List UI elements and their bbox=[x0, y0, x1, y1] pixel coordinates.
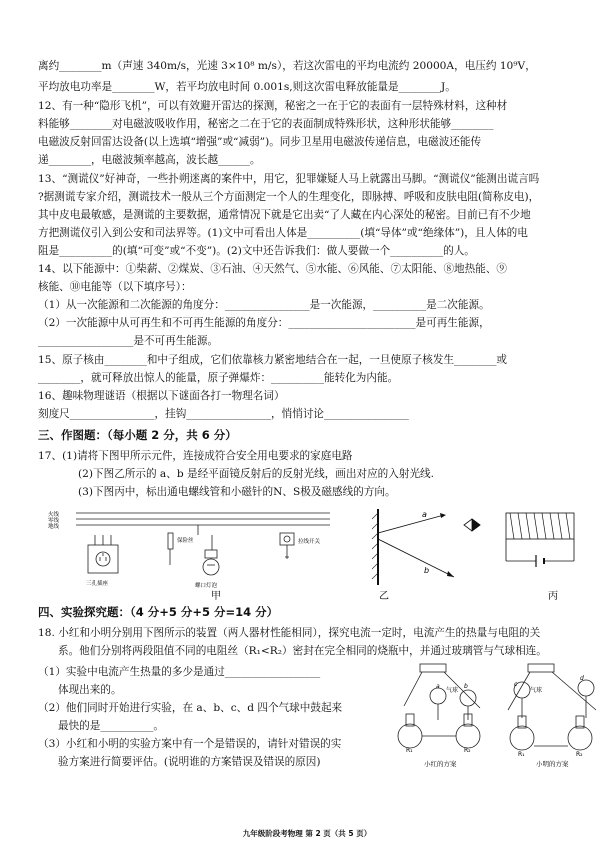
mirror-diagram bbox=[372, 509, 454, 585]
balloon-text-right: 气球 bbox=[530, 687, 543, 694]
text-line: 16、趣味物理谜语（根据以下谜面各打一物理名词） bbox=[38, 390, 285, 402]
question-18-sub3: （3）小红和小明的实验方案中有一个是错误的，请针对错误的实 bbox=[38, 738, 342, 750]
text-line: 平均放电功率是________W，若平均放电时间 0.001s,则这次雷电释放能量是________J。 bbox=[38, 81, 456, 93]
label-bing: 丙 bbox=[548, 591, 558, 602]
switch-label: 拉线开关 bbox=[298, 539, 321, 545]
text-line: ?据测谎专家介绍，测谎技术一般从三个方面测定一个人的生理变化，即脉搏、呼吸和皮肤电阻(简称皮电)， bbox=[38, 191, 540, 203]
question-18-sub1: （1）实验中电流产生热量的多少是通过__________________ bbox=[38, 666, 321, 678]
balloon-d-label: d bbox=[580, 675, 584, 682]
caption-xiaohong: 小红的方案 bbox=[424, 760, 457, 768]
resistor-r1-right: R₁ bbox=[518, 751, 525, 758]
question-17-3: (3)下图丙中，标出通电螺线管和小磁针的N、S极及磁感线的方向。 bbox=[78, 486, 396, 498]
text-line: 其中皮电最敏感，是测谎的主要数据，通常情况下就是它出卖“了人藏在内心深处的秘密。目前已有不少地 bbox=[38, 209, 531, 221]
circuit-diagram bbox=[76, 513, 330, 575]
balloon-a-label: a bbox=[436, 683, 440, 690]
resistor-r2-left: R₂ bbox=[464, 747, 471, 754]
text-line: ________，就可释放出惊人的能量，原子弹爆炸：__________能转化为内能。 bbox=[38, 372, 399, 384]
solenoid-diagram bbox=[464, 513, 574, 567]
balloon-b-label: b bbox=[464, 683, 468, 690]
ray-b-label: b bbox=[424, 566, 430, 575]
xiaohong-apparatus bbox=[398, 664, 480, 748]
text-line: （1）从一次能源和二次能源的角度分：________________是一次能源，__________是二次能源。 bbox=[38, 299, 490, 311]
text-line: 料能够________对电磁波吸收作用，秘密之二在于它的表面制成特殊形状，这种形状能够________ bbox=[38, 118, 494, 130]
question-18-line2: 系。他们分别将两段阻值不同的电阻丝（R₁<R₂）密封在完全相同的烧瓶中，并通过玻璃管与气球相连。 bbox=[58, 645, 547, 657]
caption-xiaoming: 小明的方案 bbox=[536, 760, 569, 768]
resistor-r1-left: R₁ bbox=[406, 747, 413, 754]
text-line: 15、原子核由________和中子组成，它们依靠核力紧密地结合在一起，一旦使原子核发生________或 bbox=[38, 354, 508, 366]
figure-17 bbox=[40, 505, 600, 603]
question-18-sub3-end: 验方案进行简要评估。(说明谁的方案错误及错误的原因) bbox=[58, 756, 321, 768]
text-line: 12、有一种“隐形飞机”，可以有效避开雷达的探测，秘密之一在于它的表面有一层特殊材料，这种材 bbox=[38, 100, 508, 112]
experiment-figure bbox=[390, 660, 602, 768]
fire-wire-label: 火线 bbox=[48, 512, 60, 518]
balloon-text-left: 气球 bbox=[446, 687, 459, 694]
label-jia: 甲 bbox=[211, 591, 221, 602]
text-line: 离约________m（声速 340m/s，光速 3×10⁸ m/s），若这次雷电的平均电流约 20000A，电压约 10⁹V， bbox=[38, 60, 536, 72]
ray-a-label: a bbox=[422, 510, 427, 519]
text-line: 核能、⑩电能等（以下填序号）： bbox=[38, 281, 192, 293]
label-yi: 乙 bbox=[379, 591, 389, 602]
ground-wire-label: 地线 bbox=[48, 524, 60, 530]
text-line: 13、“测谎仪”好神奇，一些扑朔迷离的案件中，用它，犯罪嫌疑人马上就露出马脚。“测谎仪”能测出谎言吗 bbox=[38, 173, 540, 185]
section-title-experiment: 四、实验探究题：（4 分+5 分+5 分=14 分） bbox=[38, 605, 279, 619]
text-line: 方把测谎仪引入到公安和司法界等。(1)文中可看出人体是__________(填“导体”或“绝缘体”)，且人体的电 bbox=[38, 227, 528, 239]
socket-label: 三孔插座 bbox=[86, 581, 109, 587]
resistor-r2-right: R₂ bbox=[576, 751, 583, 758]
neutral-wire-label: 零线 bbox=[48, 518, 60, 524]
text-line: 电磁波反射回雷达设备(以上选填“增强”或“减弱”)。同步卫星用电磁波传递信息，电磁波还能传 bbox=[38, 136, 482, 148]
text-line: 刻度尺________________，挂钩________________，悄悄讨论________________ bbox=[38, 408, 409, 420]
lamp-label: 螺口灯泡 bbox=[195, 583, 218, 589]
text-line: 递________，电磁波频率越高，波长越______。 bbox=[38, 154, 261, 166]
page-footer: 九年级阶段考物理 第 2 页（共 5 页） bbox=[242, 829, 372, 838]
question-18-line1: 18. 小红和小明分别用下图所示的装置（两人器材性能相同），探究电流一定时，电流产生的热量与电阻的关 bbox=[38, 627, 541, 639]
question-18-sub1-end: 体现出来的。 bbox=[58, 684, 122, 696]
question-18-sub2: （2）他们同时开始进行实验，在 a、b、c、d 四个气球中鼓起来 bbox=[38, 702, 343, 714]
text-line: 阻是__________的(填“可变”或“不变”)。(2)文中还告诉我们：做人要做一个__________的人。 bbox=[38, 245, 475, 257]
question-17: 17、(1)请将下图甲所示元件，连接成符合安全用电要求的家庭电路 bbox=[38, 450, 353, 462]
question-17-2: (2)下图乙所示的 a、b 是经平面镜反射后的反射光线，画出对应的入射光线. bbox=[78, 468, 435, 480]
question-18-sub2-end: 最快的是__________。 bbox=[58, 720, 164, 732]
text-line: 14、以下能源中：①柴薪、②煤炭、③石油、④天然气、⑤水能、⑥风能、⑦太阳能、⑧地热能、⑨ bbox=[38, 263, 508, 275]
fuse-label: 保险丝 bbox=[177, 538, 194, 544]
text-line: __________________是不可再生能源。 bbox=[38, 335, 219, 347]
section-title-drawing: 三、作图题：（每小题 2 分，共 6 分） bbox=[38, 428, 237, 442]
balloon-c-label: c bbox=[514, 681, 518, 688]
text-line: （2）一次能源中从可再生和不可再生能源的角度分：________________________是可再生能源， bbox=[38, 317, 490, 329]
